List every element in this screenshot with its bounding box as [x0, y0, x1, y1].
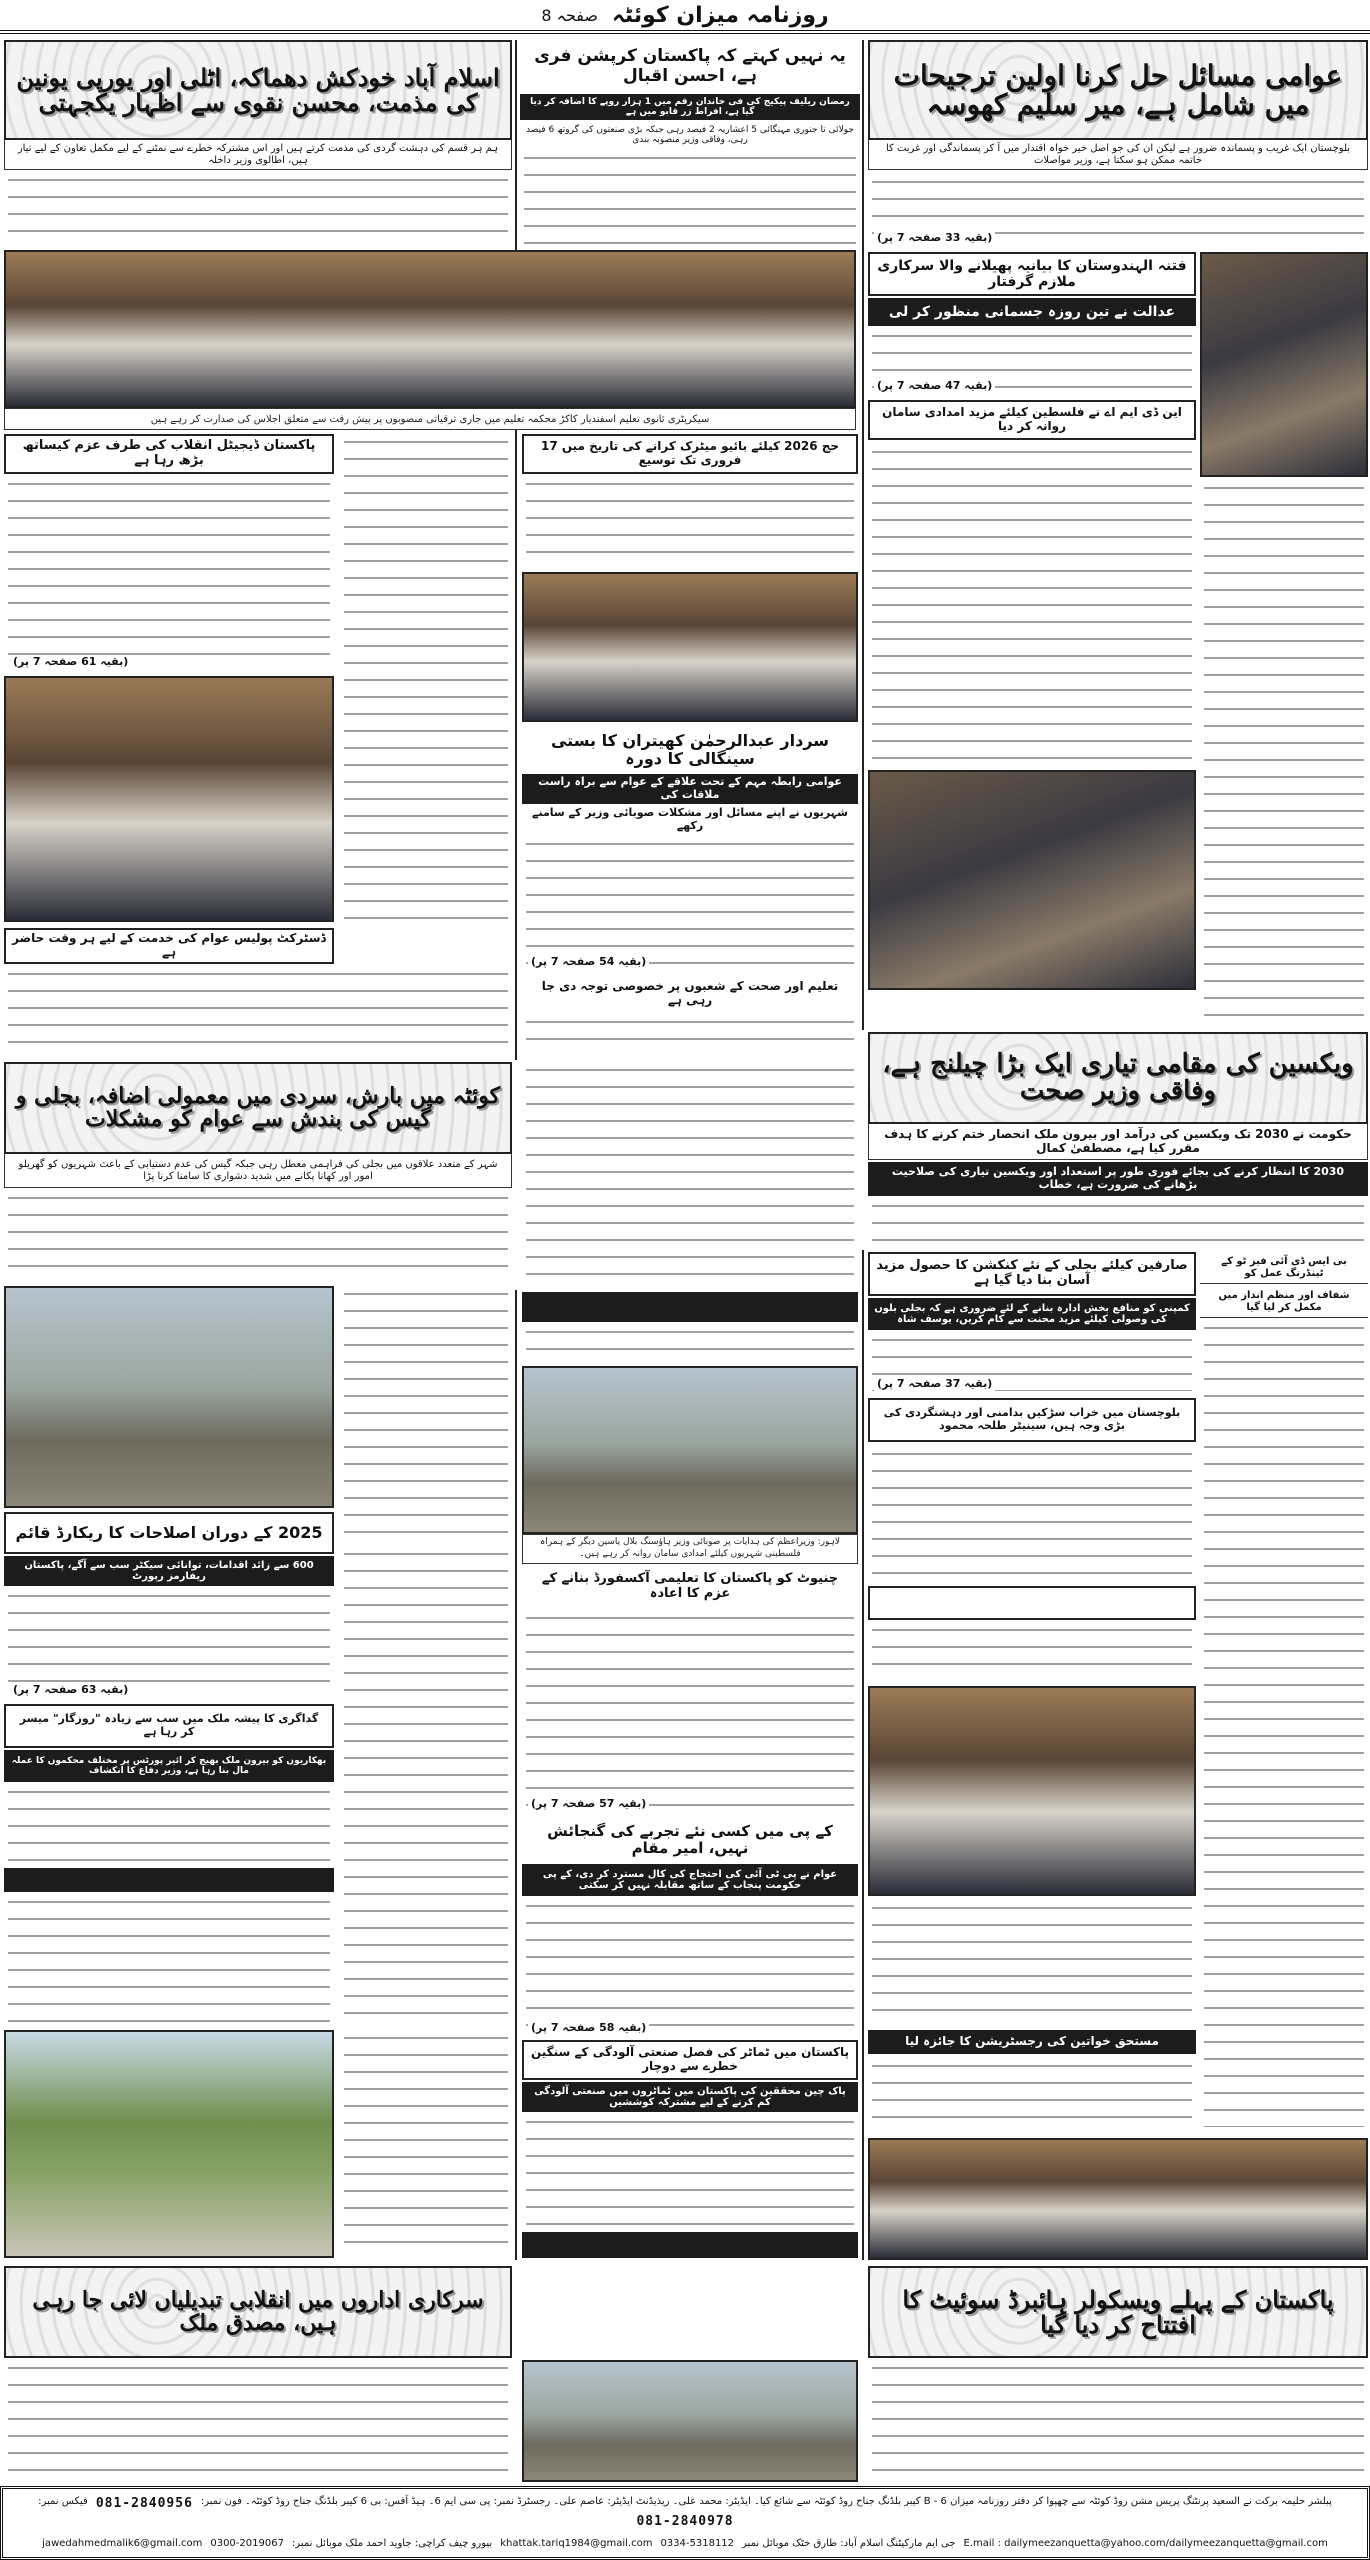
- headline-sardar: سردار عبدالرحمٰن کھیتران کا بستی سینگالی کا دورہ: [550, 730, 830, 768]
- article-text: [340, 1286, 512, 1542]
- headline-digital: پاکستان ڈیجیٹل انقلاب کی طرف عزم کیساتھ بڑھ رہا ہے: [4, 434, 334, 474]
- continued-note: (بقیہ 33 صفحہ 7 پر): [874, 231, 995, 245]
- bar-electricity: کمپنی کو منافع بخش ادارہ بنانے کے لئے ضروری ہے کہ بجلی بلوں کی وصولی کیلئے مزید محنت سے کام کریں، یوسف شاہ: [868, 1298, 1196, 1330]
- footer-publisher-info: پبلشر حلیمہ برکت نے السعید پرنٹنگ پریس مشن روڈ کوئٹہ سے چھپوا کر دفتر روزنامہ میزان B - 6 کیبر بلڈنگ جناح روڈ کوئٹہ سے شائع کیا۔ ایڈیٹر: محمد علی۔ ریذیڈنٹ ایڈیٹر: عاصم علی۔ رجسٹرڈ نمبر: پی سی ایم 6۔ ہیڈ آفس: بی 6 کیبر بلڈنگ جناح روڈ کوئٹہ۔ فون نمبر:: [200, 2496, 1332, 2508]
- footer-fax: 081-2840978: [636, 2513, 734, 2529]
- caption-education-meeting: سیکریٹری ثانوی تعلیم اسفندیار کاکڑ محکمہ تعلیم میں جاری ترقیاتی منصوبوں پر پیش رفت سے متعلق اجلاس کی صدارت کر رہے ہیں: [4, 408, 856, 430]
- headline-jui-balochistan: [522, 1292, 858, 1322]
- article-text: [1200, 1320, 1368, 2130]
- footer-gm-marketing: جی ایم مارکیٹنگ اسلام آباد: طارق خٹک موبائل نمبر: [742, 2537, 956, 2549]
- headline-bsdi-2: شفاف اور منظم انداز میں مکمل کر لیا گیا: [1200, 1286, 1368, 1318]
- photo-education-meeting: [4, 250, 856, 408]
- bar-ahsan-iqbal: رمضان ریلیف پیکیج کی فی خاندان رقم میں 1 ہزار روپے کا اضافہ کر دیا گیا ہے، افراط زر قابو میں ہے: [520, 94, 860, 120]
- subhead-ahsan-iqbal: جولائی تا جنوری مہنگائی 5 اعشاریہ 2 فیصد رہی جبکہ بڑی صنعتوں کی گروتھ 6 فیصد رہی، وفاقی وزیر منصوبہ بندی: [526, 124, 854, 145]
- article-text: [4, 1894, 334, 2026]
- subhead-sardar: شہریوں نے اپنے مسائل اور مشکلات صوبائی وزیر کے سامنے رکھے: [532, 806, 848, 832]
- headline-cricket: [522, 2232, 858, 2258]
- headline-chiniot: چنیوٹ کو پاکستان کا تعلیمی آکسفورڈ بنانے کے عزم کا اعادہ: [541, 1571, 839, 1601]
- headline-govt-institutions: سرکاری اداروں میں انقلابی تبدیلیاں لائی جا رہی ہیں، مصدق ملک: [4, 2266, 512, 2358]
- caption-palestine-aid: لاہور: وزیراعظم کی ہدایات پر صوبائی وزیر ہاؤسنگ بلال یاسین دیگر کے ہمراہ فلسطینی شہریوں کیلئے امدادی سامان روانہ کر رہے ہیں۔: [522, 1534, 858, 1564]
- article-text: [522, 476, 858, 568]
- newspaper-name: روزنامہ میزان کوئٹہ: [611, 2, 829, 28]
- article-text: [4, 2360, 512, 2482]
- footer-email-3: jawedahmedmalik6@gmail.com: [42, 2537, 203, 2549]
- article-text-fitna: [868, 328, 1196, 396]
- photo-street-visit: [522, 2360, 858, 2482]
- article-text: [4, 1190, 512, 1282]
- article-text: [868, 174, 1368, 248]
- column-divider: [862, 40, 864, 1030]
- article-text-electricity: [868, 1332, 1196, 1394]
- headline-reforms: 2025 کے دوران اصلاحات کا ریکارڈ قائم: [4, 1512, 334, 1554]
- footer-mobile-1: 0334-5318112: [660, 2537, 735, 2549]
- headline-quetta-rain: کوئٹہ میں بارش، سردی میں معمولی اضافہ، بجلی و گیس کی بندش سے عوام کو مشکلات: [4, 1062, 512, 1154]
- footer-phone: 081-2840956: [95, 2496, 193, 2512]
- article-text: [522, 1062, 858, 1286]
- headline-vaccine: ویکسین کی مقامی تیاری ایک بڑا چیلنج ہے، وفاقی وزیر صحت: [868, 1032, 1368, 1124]
- photo-villagers: [4, 1286, 334, 1508]
- photo-meeting-chief-secretary: [868, 2138, 1368, 2260]
- page-number: صفحہ 8: [541, 5, 598, 25]
- headline-district-police: ڈسٹرکٹ پولیس عوام کی خدمت کے لیے ہر وقت حاضر ہے: [4, 928, 334, 964]
- article-text: [868, 2360, 1368, 2482]
- article-text: [520, 150, 860, 248]
- continued-note: (بقیہ 61 صفحہ 7 پر): [10, 655, 131, 669]
- article-text-reforms: [4, 1588, 334, 1700]
- subhead-salim-khosa: بلوچستان ایک غریب و پسماندہ ضرور ہے لیکن ان کی جو اصل خیر خواہ اقتدار میں آ کر پسماندگی اور غربت کا خاتمہ ممکن ہو سکتا ہے، وزیر مواصلات: [868, 140, 1368, 170]
- continued-note: (بقیہ 58 صفحہ 7 پر): [528, 2021, 649, 2035]
- footer-email-2: khattak.tariq1984@gmail.com: [500, 2537, 653, 2549]
- continued-note: (بقیہ 57 صفحہ 7 پر): [528, 1797, 649, 1811]
- article-text-chiniot: [522, 1610, 858, 1814]
- bar-kp: عوام نے پی ٹی آئی کی احتجاج کی کال مسترد کر دی، کے پی حکومت پنجاب کے ساتھ مقابلہ نہیں کر سکتی: [522, 1864, 858, 1896]
- continued-note: (بقیہ 54 صفحہ 7 پر): [528, 955, 649, 969]
- article-text: [522, 2114, 858, 2230]
- article-text: [522, 1014, 858, 1058]
- headline-women-registration: مستحق خواتین کی رجسٹریشن کا جائزہ لیا: [868, 2030, 1196, 2054]
- bar-vaccine: 2030 کا انتظار کرنے کی بجائے فوری طور پر استعداد اور ویکسین تیاری کی صلاحیت بڑھانے کی ضرورت ہے، خطاب: [868, 1162, 1368, 1196]
- article-text: [868, 1198, 1368, 1248]
- article-text: [340, 1546, 512, 2026]
- article-text: [340, 2030, 512, 2258]
- article-text: [868, 2058, 1196, 2134]
- photo-two-officials: [4, 676, 334, 922]
- column-divider: [862, 1250, 864, 2260]
- article-text-digital: [4, 476, 334, 672]
- bar-begging: بھکاریوں کو بیرون ملک بھیج کر ائیر پورٹس پر مختلف محکموں کا عملہ مال بنا رہا ہے، وزیر دفاع کا انکشاف: [4, 1750, 334, 1782]
- continued-note: (بقیہ 47 صفحہ 7 پر): [874, 379, 995, 393]
- footer-email-main: E.mail : dailymeezanquetta@yahoo.com/dailymeezanquetta@gmail.com: [963, 2537, 1328, 2549]
- headline-bsdi: بی ایس ڈی آئی فیز ٹو کے ٹینڈرنگ عمل کو: [1200, 1252, 1368, 1284]
- article-text: [4, 172, 512, 248]
- headline-steel: [868, 1586, 1196, 1620]
- headline-hajj: حج 2026 کیلئے بائیو میٹرک کرانے کی تاریخ میں 17 فروری تک توسیع: [522, 434, 858, 474]
- article-text: [868, 1446, 1196, 1582]
- article-text: [522, 1324, 858, 1364]
- photo-funeral-prayer: [4, 2030, 334, 2258]
- subhead-islamabad-blast: ہم ہر قسم کی دہشت گردی کی مذمت کرتے ہیں اور اس مشترکہ خطرے سے نمٹنے کے لیے مکمل تعاون کے لیے تیار ہیں، اطالوی وزیر داخلہ: [4, 140, 512, 170]
- photo-portrait-cleric: [1200, 252, 1368, 477]
- headline-kp: کے پی میں کسی نئے تجربے کی گنجائش نہیں، امیر مقام: [547, 1821, 833, 1857]
- column-divider: [515, 1290, 517, 2260]
- imprint-footer: [0, 2486, 1370, 2560]
- headline-journalist-accident: [4, 1868, 334, 1892]
- footer-mobile-2: 0300-2019067: [210, 2537, 284, 2549]
- photo-governor-meeting: [522, 572, 858, 722]
- photo-signing-ceremony: [868, 1686, 1196, 1896]
- subhead-vaccine: حکومت نے 2030 تک ویکسین کی درآمد اور بیرون ملک انحصار ختم کرنے کا ہدف مقرر کیا ہے، مصطفیٰ کمال: [868, 1124, 1368, 1160]
- headline-salim-khosa: عوامی مسائل حل کرنا اولین ترجیحات میں شامل ہے، میر سلیم کھوسہ: [868, 40, 1368, 140]
- article-text: [868, 1622, 1196, 1682]
- headline-education-health: تعلیم اور صحت کے شعبوں پر خصوصی توجہ دی جا رہی ہے: [541, 979, 839, 1007]
- article-text-sardar: [522, 836, 858, 972]
- article-text: [868, 444, 1196, 764]
- masthead: [0, 0, 1370, 34]
- headline-electricity: صارفین کیلئے بجلی کے نئے کنکشن کا حصول مزید آسان بنا دیا گیا ہے: [868, 1252, 1196, 1296]
- article-text: [1200, 480, 1368, 1020]
- article-text: [340, 434, 512, 924]
- headline-islamabad-blast: اسلام آباد خودکش دھماکہ، اٹلی اور یورپی یونین کی مذمت، محسن نقوی سے اظہار یکجہتی: [4, 40, 512, 140]
- bar-tomato: پاک چین محققین کی پاکستان میں ٹماٹروں میں صنعتی آلودگی کم کرنے کے لیے مشترکہ کوششیں: [522, 2082, 858, 2112]
- headline-begging: گداگری کا پیشہ ملک میں سب سے زیادہ "روزگار" میسر کر رہا ہے: [4, 1704, 334, 1748]
- article-text: [4, 966, 512, 1058]
- photo-palestine-aid: [522, 1366, 858, 1534]
- headline-ndma: این ڈی ایم اے نے فلسطین کیلئے مزید امدادی سامان روانہ کر دیا: [868, 400, 1196, 440]
- article-text-kp: [522, 1898, 858, 2038]
- photo-minister-greeting: [868, 770, 1196, 990]
- headline-tomato: پاکستان میں ٹماٹر کی فصل صنعتی آلودگی کے سنگین خطرے سے دوچار: [522, 2040, 858, 2080]
- article-text: [4, 1784, 334, 1864]
- bar-fitna: عدالت نے تین روزہ جسمانی منظور کر لی: [868, 298, 1196, 326]
- continued-note: (بقیہ 63 صفحہ 7 پر): [10, 1683, 131, 1697]
- column-divider: [515, 40, 517, 1060]
- headline-ahsan-iqbal: یہ نہیں کہتے کہ پاکستان کرپشن فری ہے، احسن اقبال: [534, 46, 846, 86]
- headline-scholar-suite: پاکستان کے پہلے ویسکولر ہائبرڈ سوئیٹ کا افتتاح کر دیا گیا: [868, 2266, 1368, 2358]
- subhead-quetta-rain: شہر کے متعدد علاقوں میں بجلی کی فراہمی معطل رہی جبکہ گیس کی عدم دستیابی کے باعث شہریوں کو گھریلو امور اور کھانا پکانے میں شدید دشواری کا سامنا کرنا پڑا: [4, 1154, 512, 1188]
- headline-fitna: فتنہ الہندوستان کا بیانیہ پھیلانے والا سرکاری ملازم گرفتار: [868, 252, 1196, 296]
- footer-karachi-bureau: بیورو چیف کراچی: جاوید احمد ملک موبائل نمبر:: [291, 2537, 493, 2549]
- bar-reforms: 600 سے زائد اقدامات، توانائی سیکٹر سب سے آگے، پاکستان ریفارمز رپورٹ: [4, 1556, 334, 1586]
- headline-roads: بلوچستان میں خراب سڑکیں بدامنی اور دہشتگردی کی بڑی وجہ ہیں، سینیٹر طلحہ محمود: [868, 1398, 1196, 1442]
- bar-sardar: عوامی رابطہ مہم کے تحت علاقے کے عوام سے براہ راست ملاقات کی: [522, 774, 858, 804]
- footer-fax-label: فیکس نمبر:: [38, 2496, 88, 2508]
- continued-note: (بقیہ 37 صفحہ 7 پر): [874, 1377, 995, 1391]
- article-text: [868, 1900, 1196, 2026]
